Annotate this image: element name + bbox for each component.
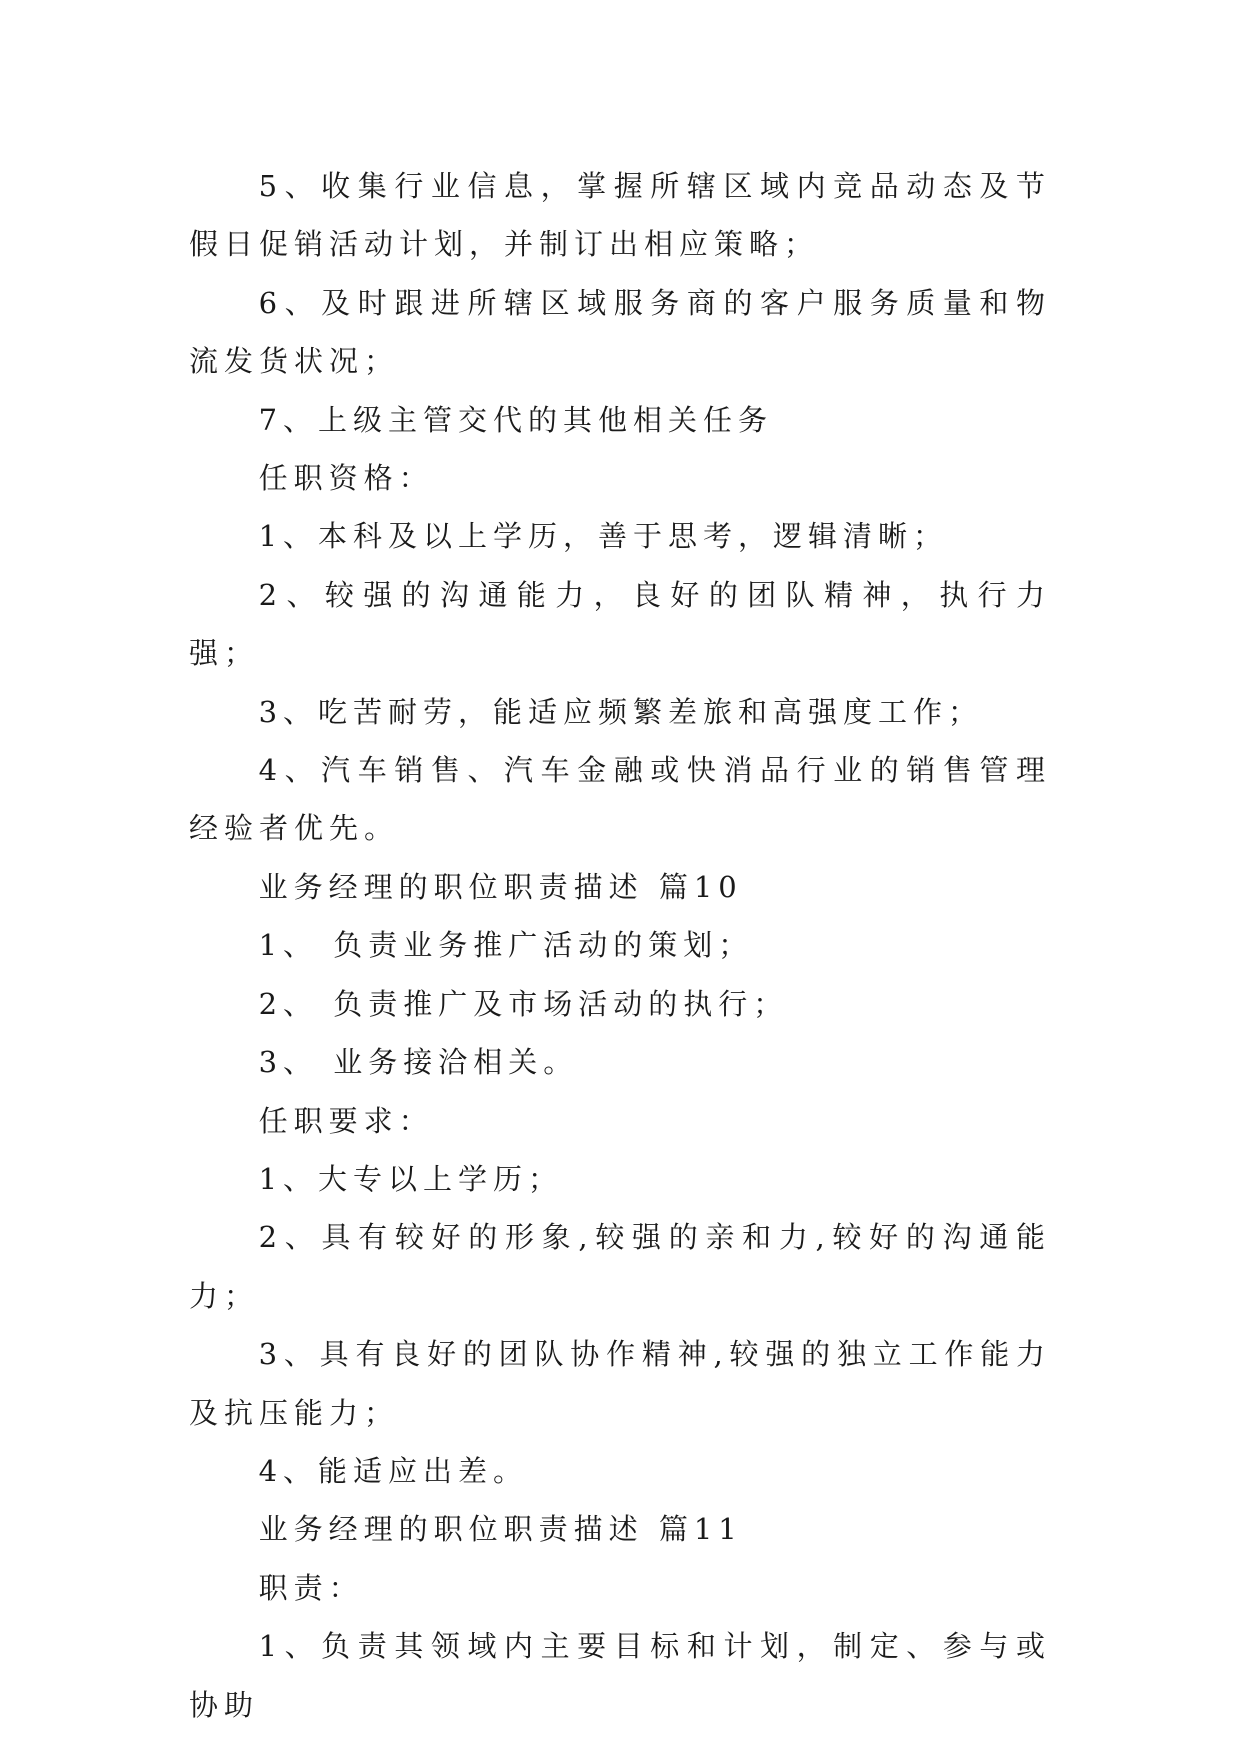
section-title-10: 业务经理的职位职责描述 篇10	[258, 869, 743, 904]
duty-item-3: 3、 业务接洽相关。	[258, 1045, 579, 1080]
requirement-item-3: 3、具有良好的团队协作精神,较强的独立工作能力及抗压能力；	[189, 1337, 1051, 1430]
requirement-item-4: 4、能适应出差。	[258, 1453, 529, 1488]
requirement-item-2: 2、具有较好的形象,较强的亲和力,较好的沟通能力；	[189, 1220, 1051, 1313]
section-heading-qualifications: 任职资格：	[258, 461, 434, 496]
paragraph-item-6: 6、及时跟进所辖区域服务商的客户服务质量和物流发货状况；	[189, 285, 1051, 379]
qualification-item-2: 2、较强的沟通能力，良好的团队精神，执行力强；	[189, 577, 1051, 671]
paragraph-item-7: 7、上级主管交代的其他相关任务	[258, 402, 774, 437]
document-body	[189, 157, 1051, 1734]
duty-item-1-truncated: 1、负责其领域内主要目标和计划，制定、参与或协助	[189, 1629, 1051, 1722]
section-title-11: 业务经理的职位职责描述 篇11	[258, 1512, 743, 1547]
qualification-item-3: 3、吃苦耐劳，能适应频繁差旅和高强度工作；	[258, 694, 984, 729]
duty-item-2: 2、 负责推广及市场活动的执行；	[258, 986, 789, 1021]
duty-item-1: 1、 负责业务推广活动的策划；	[258, 928, 754, 963]
requirement-item-1: 1、大专以上学历；	[258, 1161, 564, 1196]
section-heading-duties: 职责：	[258, 1570, 364, 1605]
section-heading-requirements: 任职要求：	[258, 1103, 434, 1138]
paragraph-item-5: 5、收集行业信息，掌握所辖区域内竞品动态及节假日促销活动计划，并制订出相应策略；	[189, 169, 1051, 262]
qualification-item-4: 4、汽车销售、汽车金融或快消品行业的销售管理经验者优先。	[189, 753, 1051, 846]
qualification-item-1: 1、本科及以上学历，善于思考，逻辑清晰；	[258, 519, 949, 554]
